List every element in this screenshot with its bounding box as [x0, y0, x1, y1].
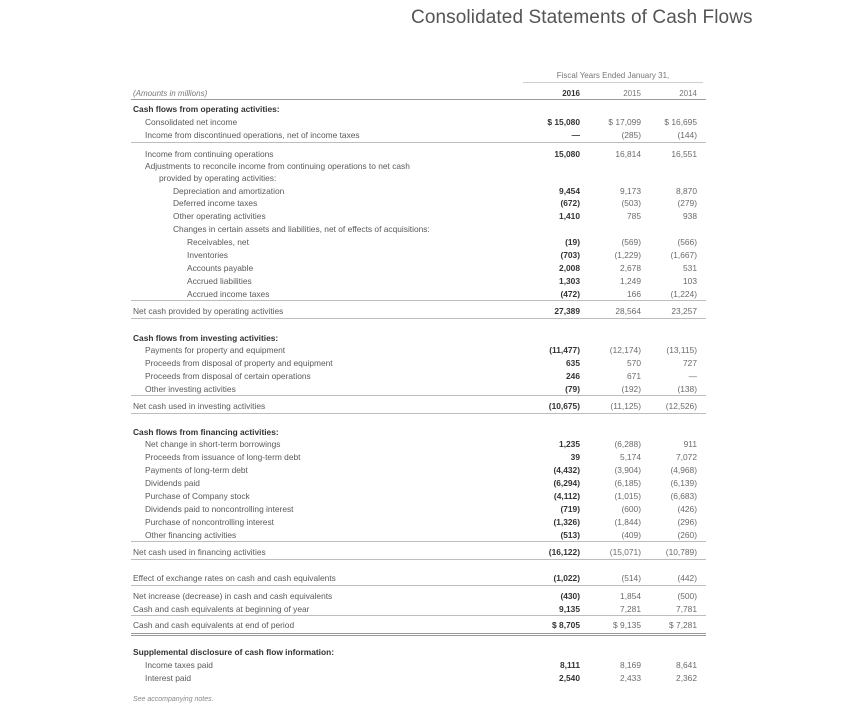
value-2014: (6,139): [670, 478, 697, 488]
table-row: [131, 223, 706, 235]
row-label: Accrued income taxes: [187, 289, 270, 299]
year-header-2015: 2015: [623, 89, 641, 98]
table-row: [131, 619, 706, 631]
row-separator: [131, 633, 706, 636]
value-2016: 1,235: [559, 439, 580, 449]
row-label: Changes in certain assets and liabilities, net of effects of acquisitions:: [173, 224, 430, 234]
row-separator: [131, 615, 706, 616]
row-label: Purchase of Company stock: [145, 491, 250, 501]
row-separator: [131, 559, 706, 560]
value-2015: 570: [627, 358, 641, 368]
row-separator: [131, 413, 706, 414]
value-2014: (442): [677, 573, 697, 583]
row-label: Consolidated net income: [145, 117, 238, 127]
value-2016: (11,477): [549, 345, 580, 355]
row-label: Proceeds from disposal of property and equipment: [145, 358, 333, 368]
table-row: [131, 572, 706, 584]
table-row: [131, 160, 706, 172]
header-rule: [131, 99, 706, 100]
table-row: [131, 236, 706, 248]
row-separator: [131, 300, 706, 301]
table-row: [131, 451, 706, 463]
value-2016: 8,111: [559, 660, 580, 670]
value-2014: 2,362: [676, 673, 697, 683]
value-2016: 1,303: [559, 276, 580, 286]
row-label: Income from discontinued operations, net of income taxes: [145, 130, 360, 140]
value-2014: 7,072: [676, 452, 697, 462]
row-label: Dividends paid: [145, 478, 200, 488]
value-2015: 16,814: [615, 149, 641, 159]
row-separator: [131, 585, 706, 586]
value-2015: 28,564: [615, 306, 641, 316]
row-label: Accrued liabilities: [187, 276, 252, 286]
value-2014: 16,551: [671, 149, 697, 159]
value-2015: (1,844): [614, 517, 641, 527]
row-label: Other operating activities: [173, 211, 266, 221]
value-2014: 727: [683, 358, 697, 368]
section-heading-row: [131, 332, 706, 344]
row-label: Net change in short-term borrowings: [145, 439, 281, 449]
value-2015: 785: [627, 211, 641, 221]
table-row: [131, 464, 706, 476]
row-label: Payments for property and equipment: [145, 345, 286, 355]
row-label: Net cash used in investing activities: [133, 401, 266, 411]
row-label: Cash and cash equivalents at beginning of year: [133, 604, 310, 614]
value-2015: $ 9,135: [613, 620, 641, 630]
value-2016: (703): [560, 250, 580, 260]
table-row: [131, 357, 706, 369]
table-row: [131, 116, 706, 128]
value-2016: (513): [560, 530, 580, 540]
value-2015: (600): [621, 504, 641, 514]
value-2015: 5,174: [620, 452, 641, 462]
row-label: Proceeds from disposal of certain operations: [145, 371, 311, 381]
value-2015: 1,249: [620, 276, 641, 286]
year-header-2014: 2014: [679, 89, 697, 98]
table-row: [131, 672, 706, 684]
table-row: [131, 400, 706, 412]
value-2016: 1,410: [559, 211, 580, 221]
value-2015: (12,174): [609, 345, 641, 355]
value-2016: 246: [566, 371, 580, 381]
value-2015: (6,288): [614, 439, 641, 449]
value-2016: —: [571, 130, 580, 140]
value-2016: (719): [560, 504, 580, 514]
value-2014: (279): [677, 198, 697, 208]
value-2016: 39: [570, 452, 580, 462]
value-2016: (672): [560, 198, 580, 208]
table-row: [131, 210, 706, 222]
row-label: Adjustments to reconcile income from continuing operations to net cash: [145, 161, 410, 171]
table-row: [131, 383, 706, 395]
value-2014: 7,781: [676, 604, 697, 614]
value-2015: (11,125): [610, 401, 641, 411]
value-2016: 2,008: [559, 263, 580, 273]
table-row: [131, 659, 706, 671]
value-2014: (260): [677, 530, 697, 540]
row-label: Effect of exchange rates on cash and cash equivalents: [133, 573, 336, 583]
row-separator: [131, 318, 706, 319]
value-2015: (6,185): [614, 478, 641, 488]
table-row: [131, 477, 706, 489]
year-header-2016: 2016: [562, 89, 580, 98]
table-row: [131, 370, 706, 382]
value-2014: (6,683): [670, 491, 697, 501]
table-row: [131, 197, 706, 209]
value-2015: 166: [627, 289, 641, 299]
table-row: [131, 344, 706, 356]
value-2015: (1,015): [614, 491, 641, 501]
table-row: [131, 148, 706, 160]
row-label: Cash and cash equivalents at end of period: [133, 620, 295, 630]
value-2015: (409): [621, 530, 641, 540]
value-2014: (138): [677, 384, 697, 394]
value-2014: (566): [677, 237, 697, 247]
units-label: (Amounts in millions): [133, 89, 208, 98]
value-2016: (16,122): [548, 547, 580, 557]
row-label: Interest paid: [145, 673, 192, 683]
value-2016: (1,022): [553, 573, 580, 583]
row-label: Supplemental disclosure of cash flow information:: [133, 647, 335, 657]
value-2016: $ 8,705: [552, 620, 580, 630]
value-2016: 635: [566, 358, 580, 368]
row-label: Depreciation and amortization: [173, 186, 285, 196]
value-2016: 27,389: [554, 306, 580, 316]
table-row: [131, 503, 706, 515]
value-2015: (569): [621, 237, 641, 247]
value-2014: (1,667): [670, 250, 697, 260]
value-2014: (144): [677, 130, 697, 140]
row-label: Net cash provided by operating activities: [133, 306, 284, 316]
value-2016: 15,080: [554, 149, 580, 159]
value-2016: (1,326): [553, 517, 580, 527]
table-row: [131, 603, 706, 615]
table-row: [131, 288, 706, 300]
value-2015: 7,281: [620, 604, 641, 614]
value-2016: $ 15,080: [547, 117, 580, 127]
table-row: [131, 590, 706, 602]
row-separator: [131, 541, 706, 542]
value-2014: (1,224): [670, 289, 697, 299]
value-2014: (10,789): [665, 547, 697, 557]
value-2015: 2,433: [620, 673, 641, 683]
value-2015: (1,229): [614, 250, 641, 260]
value-2015: 2,678: [620, 263, 641, 273]
row-label: Inventories: [187, 250, 228, 260]
row-label: Payments of long-term debt: [145, 465, 248, 475]
row-label: Other financing activities: [145, 530, 237, 540]
row-label: Cash flows from operating activities:: [133, 104, 280, 114]
value-2016: 9,454: [559, 186, 580, 196]
value-2015: 8,169: [620, 660, 641, 670]
row-label: Deferred income taxes: [173, 198, 258, 208]
value-2016: 2,540: [559, 673, 580, 683]
row-label: provided by operating activities:: [159, 173, 277, 183]
value-2014: (12,526): [665, 401, 697, 411]
value-2016: (4,112): [553, 491, 580, 501]
section-heading-row: [131, 426, 706, 438]
value-2016: (430): [560, 591, 580, 601]
row-label: Net cash used in financing activities: [133, 547, 266, 557]
row-label: Accounts payable: [187, 263, 254, 273]
row-label: Receivables, net: [187, 237, 249, 247]
value-2014: (426): [677, 504, 697, 514]
table-row: [131, 249, 706, 261]
value-2014: 23,257: [671, 306, 697, 316]
value-2016: (79): [565, 384, 580, 394]
value-2015: (3,904): [614, 465, 641, 475]
table-row: [131, 546, 706, 558]
row-label: Dividends paid to noncontrolling interest: [145, 504, 294, 514]
table-row: [131, 275, 706, 287]
row-label: Purchase of noncontrolling interest: [145, 517, 274, 527]
table-row: [131, 490, 706, 502]
value-2015: (192): [621, 384, 641, 394]
section-heading-row: [131, 646, 706, 658]
table-row: [131, 172, 706, 184]
row-separator: [131, 395, 706, 396]
value-2014: (4,968): [670, 465, 697, 475]
table-row: [131, 516, 706, 528]
row-label: Income taxes paid: [145, 660, 213, 670]
table-row: [131, 262, 706, 274]
value-2014: 911: [683, 439, 697, 449]
value-2016: (6,294): [553, 478, 580, 488]
value-2015: (503): [621, 198, 641, 208]
footnote: See accompanying notes.: [133, 696, 214, 703]
table-row: [131, 129, 706, 141]
row-label: Proceeds from issuance of long-term debt: [145, 452, 301, 462]
row-label: Income from continuing operations: [145, 149, 274, 159]
fiscal-header-rule: [523, 82, 703, 83]
table-row: [131, 305, 706, 317]
value-2014: (13,115): [666, 345, 697, 355]
value-2014: 103: [683, 276, 697, 286]
value-2015: $ 17,099: [608, 117, 641, 127]
value-2015: (15,071): [609, 547, 641, 557]
row-label: Net increase (decrease) in cash and cash equivalents: [133, 591, 333, 601]
row-label: Cash flows from financing activities:: [133, 427, 279, 437]
value-2016: 9,135: [559, 604, 580, 614]
value-2016: (472): [560, 289, 580, 299]
value-2014: 938: [683, 211, 697, 221]
value-2015: 1,854: [620, 591, 641, 601]
table-row: [131, 529, 706, 541]
value-2015: 671: [627, 371, 641, 381]
value-2015: 9,173: [620, 186, 641, 196]
section-heading-row: [131, 103, 706, 115]
value-2015: (285): [621, 130, 641, 140]
value-2015: (514): [621, 573, 641, 583]
value-2016: (10,675): [548, 401, 580, 411]
value-2014: 531: [683, 263, 697, 273]
table-row: [131, 185, 706, 197]
value-2014: 8,641: [676, 660, 697, 670]
page-title: Consolidated Statements of Cash Flows: [411, 7, 753, 28]
value-2014: —: [688, 371, 697, 381]
value-2014: (296): [677, 517, 697, 527]
fiscal-years-header: Fiscal Years Ended January 31,: [556, 71, 670, 80]
value-2014: $ 7,281: [669, 620, 697, 630]
value-2014: (500): [677, 591, 697, 601]
value-2016: (4,432): [553, 465, 580, 475]
table-row: [131, 438, 706, 450]
value-2016: (19): [565, 237, 580, 247]
row-label: Cash flows from investing activities:: [133, 333, 279, 343]
row-separator: [131, 142, 706, 143]
value-2014: $ 16,695: [664, 117, 697, 127]
row-label: Other investing activities: [145, 384, 236, 394]
value-2014: 8,870: [676, 186, 697, 196]
